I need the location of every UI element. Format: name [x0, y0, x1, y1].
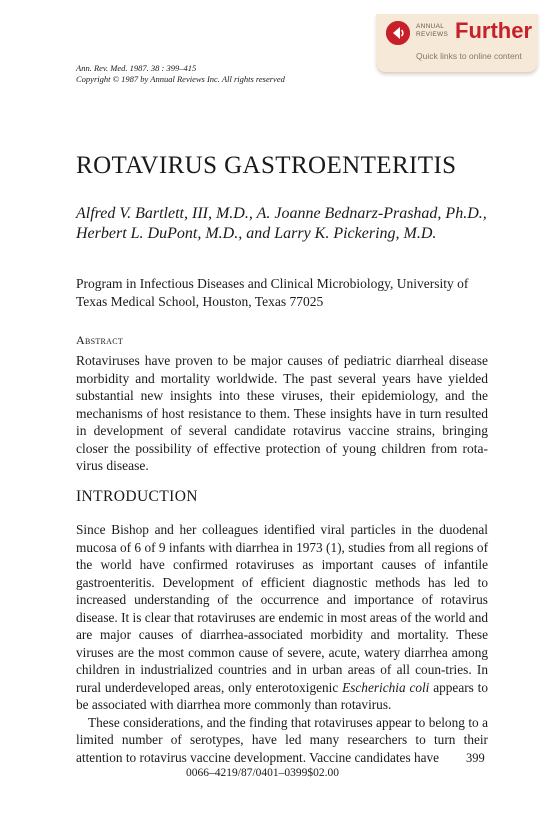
issn-code: 0066–4219/87/0401–0399$02.00	[186, 767, 340, 779]
introduction-paragraph-1	[76, 521, 488, 714]
abstract-body: Rotaviruses have proven to be major causes of pediatric diarrheal disease morbidity and mortality worldwide. The past several years have yielded substantial new insights into these viruses, their epidemiology, and the mechanisms of host resistance to them. These insights have in turn resulted in development of several candidate rotavirus vaccine strains, bringing closer the possibility of effective protection of young children from rota-virus disease.	[76, 353, 488, 473]
badge-reviews-text: REVIEWS	[416, 31, 449, 38]
authors: Alfred V. Bartlett, III, M.D., A. Joanne Bednarz-Prashad, Ph.D., Herbert L. DuPont, M.D., and Larry K. Pickering, M.D.	[76, 205, 487, 242]
species-name: Escherichia coli	[342, 679, 430, 695]
citation	[76, 63, 285, 85]
introduction-body	[76, 521, 488, 766]
introduction-heading: INTRODUCTION	[76, 488, 198, 505]
paragraph-text: appears to be associated with diarrhea more commonly than rotavirus.	[76, 679, 488, 712]
paragraph-text: Since Bishop and her colleagues identified viral particles in the duodenal mucosa of 6 of 9 infants with diarrhea in 1973 (1), studies from all regions of the world have confirmed rotaviruses as important causes of infantile gastroenteritis. Development of efficient diagnostic methods has led to increased understanding of the occurrence and importance of rotavirus disease. It is clear that rotaviruses are endemic in most areas of the world and are major causes of diarrhea-associated morbidity and mortality. These viruses are the most common cause of severe, acute, watery diarrhea among children in industrialized countries and in urban areas of all coun-tries. In rural underdeveloped areas, only enterotoxigenic	[76, 522, 488, 695]
badge-tagline: Quick links to online content	[416, 51, 522, 61]
badge-further-link[interactable]: Further	[455, 18, 532, 43]
badge-annual-text: ANNUAL	[416, 23, 445, 30]
introduction-paragraph-2: These considerations, and the finding that rotaviruses appear to belong to a limited number of serotypes, have led many researchers to turn their attention to rotavirus vaccine development. Vaccine candidates have	[76, 714, 488, 765]
citation-line-2: Copyright © 1987 by Annual Reviews Inc. All rights reserved	[76, 74, 285, 84]
affiliation: Program in Infectious Diseases and Clinical Microbiology, University of Texas Medical School, Houston, Texas 77025	[76, 276, 469, 309]
annual-reviews-logo-icon	[386, 21, 410, 45]
abstract-heading: Abstract	[76, 333, 124, 347]
citation-line-1: Ann. Rev. Med. 1987. 38 : 399–415	[76, 63, 197, 73]
further-links-badge[interactable]	[376, 14, 538, 73]
page-number: 399	[466, 751, 485, 765]
article-title: ROTAVIRUS GASTROENTERITIS	[76, 152, 457, 179]
